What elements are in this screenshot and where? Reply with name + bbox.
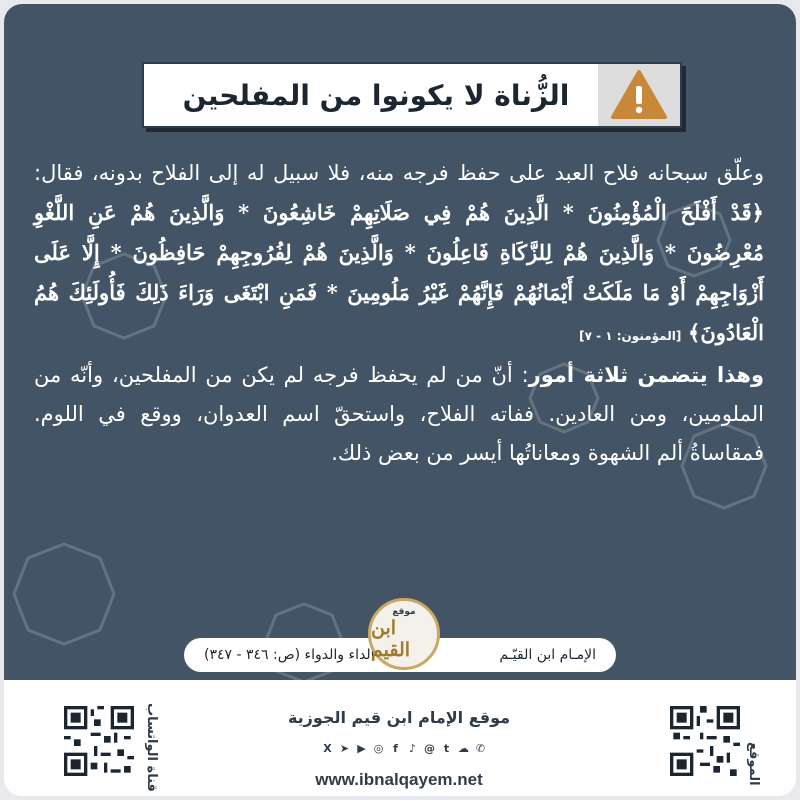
x-icon[interactable]: X [323, 741, 332, 755]
quran-verse: ﴿قَدْ أَفْلَحَ الْمُؤْمِنُونَ * الَّذِينَ هُمْ فِي صَلَاتِهِمْ خَاشِعُونَ * وَالَّذِينَ هُمْ عَنِ اللَّغْوِ مُعْرِضُونَ * وَالَّذِينَ هُمْ لِلزَّكَاةِ فَاعِلُونَ * وَالَّذِينَ هُمْ لِفُرُوجِهِمْ حَافِظُونَ * إِلَّا عَلَى أَزْوَاجِهِمْ أَوْ مَا مَلَكَتْ أَيْمَانُهُمْ فَإِنَّهُمْ غَيْرُ مَلُومِينَ * فَمَنِ ابْتَغَى وَرَاءَ ذَلِكَ فَأُولَئِكَ هُمُ الْعَادُونَ﴾ [34, 200, 764, 345]
warning-icon [598, 64, 680, 126]
tiktok-icon[interactable]: ♪ [408, 741, 417, 755]
rest-text: : أنّ من لم يحفظ فرجه لم يكن من المفلحين، وأنّه من الملومين، ومن العادين. ففاته الفلاح، واستحقّ اسم العدوان، ووقع في اللوم. فمقاساةُ ألم الشهوة ومعاناتُها أيسر من بعض ذلك. [34, 363, 764, 465]
site-url[interactable]: www.ibnalqayem.net [315, 770, 483, 789]
seal-main-text: ابن القيم [371, 617, 411, 661]
tumblr-icon[interactable]: t [443, 741, 450, 755]
main-text [34, 154, 764, 473]
youtube-icon[interactable]: ▶ [357, 741, 366, 755]
website-label: الموقع [746, 742, 761, 786]
intro-text: وعلّق سبحانه فلاح العبد على حفظ فرجه منه، فلا سبيل له إلى الفلاح بدونه، فقال: [34, 161, 764, 185]
book-reference: الداء والدواء (ص: ٣٤٦ - ٣٤٧) [204, 647, 375, 663]
title-banner [142, 62, 682, 128]
content-panel [4, 4, 796, 680]
verse-reference: [المؤمنون: ١ - ٧] [579, 329, 682, 343]
instagram-icon[interactable]: ◎ [373, 741, 384, 755]
website-qr-code[interactable] [670, 706, 740, 776]
site-seal-logo [368, 598, 440, 670]
post-card [4, 4, 796, 796]
soundcloud-icon[interactable]: ☁ [458, 741, 469, 755]
whatsapp-icon[interactable]: ✆ [475, 741, 486, 755]
social-icons [304, 740, 504, 760]
threads-icon[interactable]: @ [424, 741, 435, 755]
lead-text: وهذا يتضمن ثلاثة أمور [528, 363, 764, 387]
author-name: الإمـام ابن القيّـم [499, 647, 596, 663]
whatsapp-channel-label: قناة الواتساب [144, 703, 159, 792]
telegram-icon[interactable]: ➤ [339, 741, 350, 755]
seal-top-text: موقع [392, 607, 416, 617]
whatsapp-qr-code[interactable] [64, 706, 134, 776]
site-title: موقع الإمام ابن قيم الجوزية [287, 708, 511, 727]
footer [4, 680, 796, 796]
facebook-icon[interactable]: f [393, 741, 398, 755]
page-title: الزُّناة لا يكونوا من المفلحين [182, 78, 570, 112]
